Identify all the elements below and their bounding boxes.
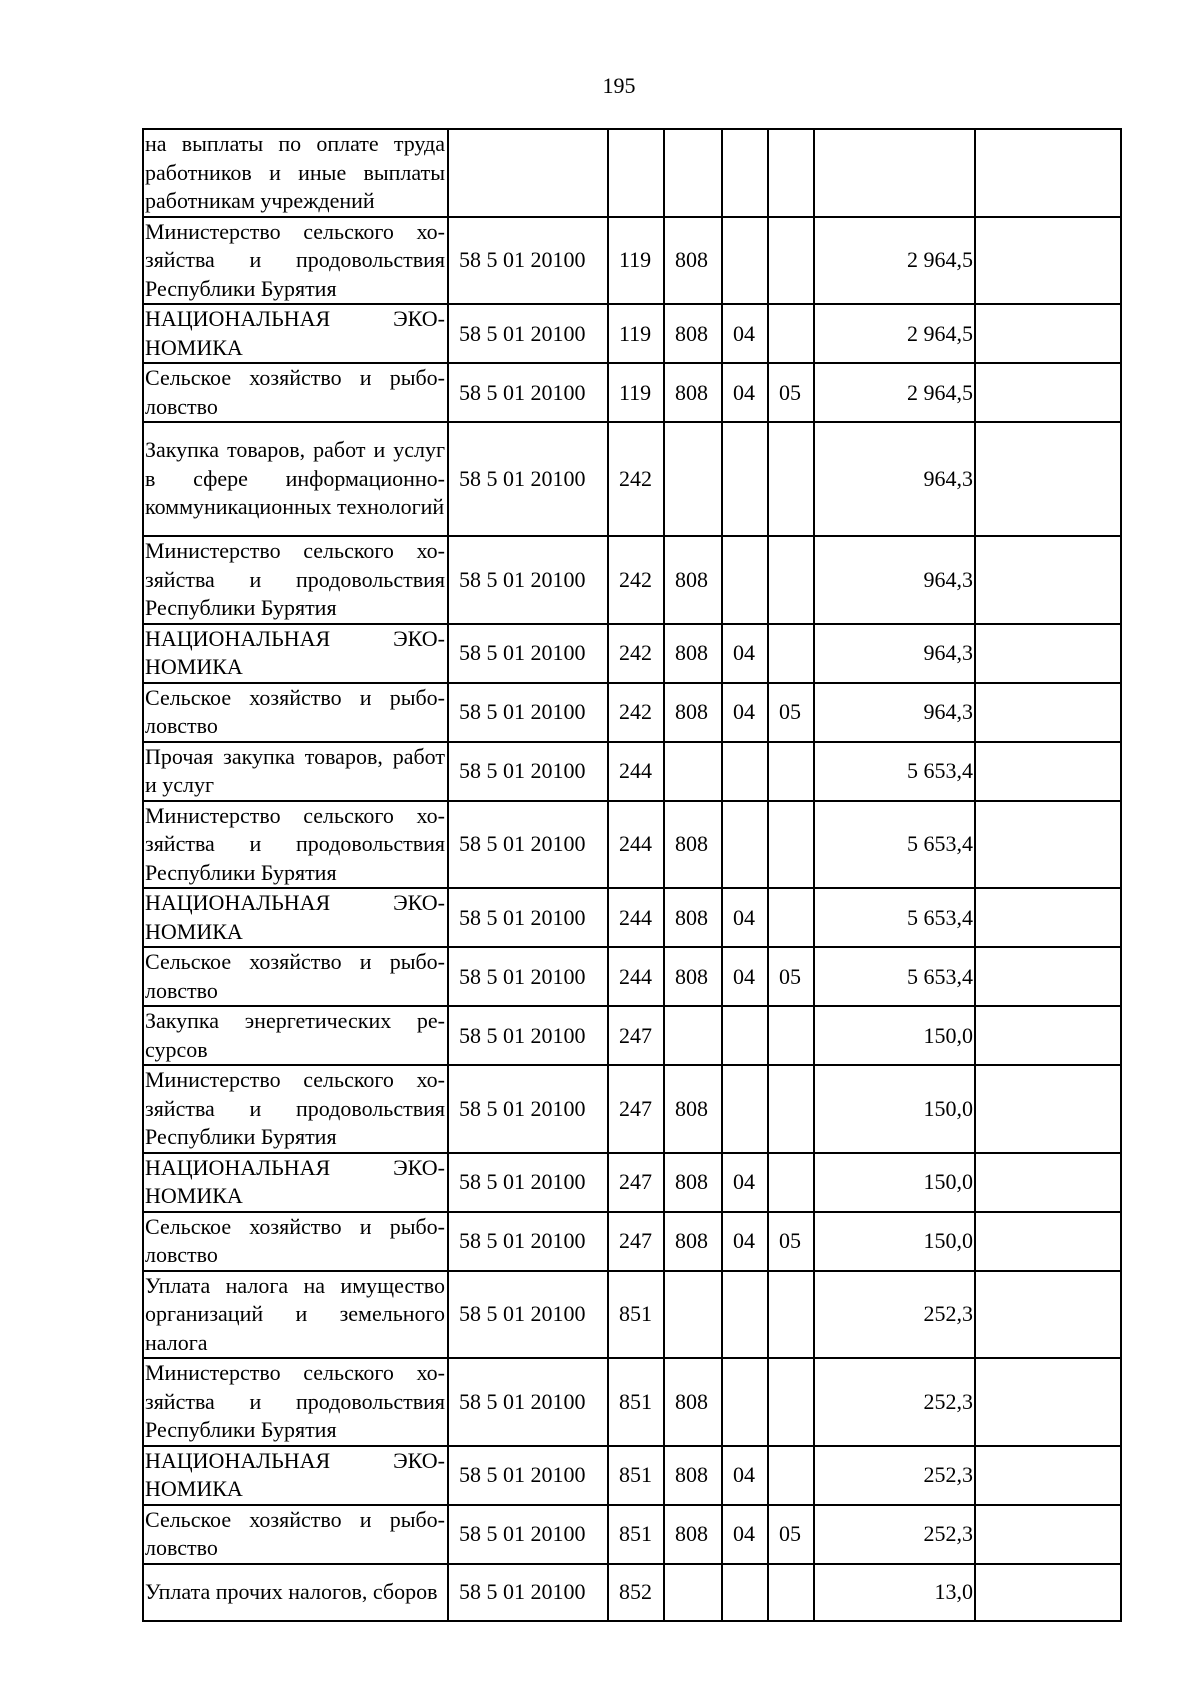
row-amount: 150,0 xyxy=(814,1006,975,1065)
row-extra xyxy=(975,1564,1121,1621)
row-extra xyxy=(975,888,1121,947)
row-description: НАЦИОНАЛЬНАЯ ЭКОНОМИКА xyxy=(143,624,448,683)
row-amount: 5 653,4 xyxy=(814,947,975,1006)
row-section xyxy=(722,1564,768,1621)
row-amount: 5 653,4 xyxy=(814,801,975,889)
table-row xyxy=(143,624,1121,683)
row-target-code: 58 5 01 20100 xyxy=(448,363,608,422)
row-description: Министерство сельского хозяйства и продовольствия Республики Бурятия xyxy=(143,801,448,889)
row-target-code: 58 5 01 20100 xyxy=(448,683,608,742)
row-section: 04 xyxy=(722,624,768,683)
row-expense-type: 244 xyxy=(608,801,664,889)
row-ministry-code: 808 xyxy=(664,536,722,624)
row-amount: 150,0 xyxy=(814,1212,975,1271)
row-section xyxy=(722,801,768,889)
row-amount: 964,3 xyxy=(814,683,975,742)
row-subsection xyxy=(768,742,814,801)
row-section: 04 xyxy=(722,947,768,1006)
row-section xyxy=(722,217,768,305)
row-target-code: 58 5 01 20100 xyxy=(448,1358,608,1446)
row-ministry-code xyxy=(664,129,722,217)
table-row xyxy=(143,129,1121,217)
row-subsection xyxy=(768,801,814,889)
row-expense-type: 119 xyxy=(608,363,664,422)
row-extra xyxy=(975,624,1121,683)
row-expense-type: 851 xyxy=(608,1271,664,1359)
row-extra xyxy=(975,304,1121,363)
row-target-code: 58 5 01 20100 xyxy=(448,1505,608,1564)
row-ministry-code: 808 xyxy=(664,888,722,947)
row-ministry-code: 808 xyxy=(664,217,722,305)
row-subsection xyxy=(768,1006,814,1065)
table-row xyxy=(143,947,1121,1006)
row-ministry-code: 808 xyxy=(664,1505,722,1564)
row-description: НАЦИОНАЛЬНАЯ ЭКОНОМИКА xyxy=(143,1153,448,1212)
row-expense-type: 242 xyxy=(608,536,664,624)
row-description: Уплата прочих налогов, сборов xyxy=(143,1564,448,1621)
row-section xyxy=(722,1271,768,1359)
row-section: 04 xyxy=(722,1505,768,1564)
table-row xyxy=(143,422,1121,536)
row-subsection: 05 xyxy=(768,1212,814,1271)
row-amount: 2 964,5 xyxy=(814,217,975,305)
row-ministry-code: 808 xyxy=(664,1153,722,1212)
row-section xyxy=(722,129,768,217)
table-row xyxy=(143,888,1121,947)
budget-table xyxy=(142,128,1122,1622)
row-section: 04 xyxy=(722,1153,768,1212)
row-amount: 252,3 xyxy=(814,1358,975,1446)
table-row xyxy=(143,1564,1121,1621)
row-subsection xyxy=(768,1446,814,1505)
row-extra xyxy=(975,536,1121,624)
row-extra xyxy=(975,363,1121,422)
row-section: 04 xyxy=(722,1212,768,1271)
row-ministry-code xyxy=(664,1271,722,1359)
row-expense-type: 242 xyxy=(608,422,664,536)
row-extra xyxy=(975,1006,1121,1065)
row-target-code: 58 5 01 20100 xyxy=(448,1212,608,1271)
row-expense-type: 852 xyxy=(608,1564,664,1621)
row-subsection xyxy=(768,1153,814,1212)
row-description: Уплата налога на имущество организаций и земельного налога xyxy=(143,1271,448,1359)
row-target-code: 58 5 01 20100 xyxy=(448,888,608,947)
row-expense-type: 247 xyxy=(608,1212,664,1271)
row-ministry-code xyxy=(664,422,722,536)
table-body xyxy=(143,129,1121,1621)
row-amount: 252,3 xyxy=(814,1505,975,1564)
row-expense-type: 247 xyxy=(608,1065,664,1153)
row-amount: 150,0 xyxy=(814,1065,975,1153)
row-ministry-code: 808 xyxy=(664,624,722,683)
row-ministry-code xyxy=(664,1564,722,1621)
row-subsection xyxy=(768,624,814,683)
row-expense-type: 244 xyxy=(608,947,664,1006)
row-extra xyxy=(975,801,1121,889)
row-target-code: 58 5 01 20100 xyxy=(448,947,608,1006)
row-target-code xyxy=(448,129,608,217)
row-ministry-code xyxy=(664,742,722,801)
row-ministry-code: 808 xyxy=(664,1065,722,1153)
row-description: Закупка энергетических ресурсов xyxy=(143,1006,448,1065)
table-row xyxy=(143,1006,1121,1065)
row-description: НАЦИОНАЛЬНАЯ ЭКОНОМИКА xyxy=(143,888,448,947)
row-expense-type: 851 xyxy=(608,1505,664,1564)
row-description: Сельское хозяйство и рыболовство xyxy=(143,1212,448,1271)
row-extra xyxy=(975,1212,1121,1271)
row-subsection xyxy=(768,129,814,217)
row-target-code: 58 5 01 20100 xyxy=(448,1006,608,1065)
table-row xyxy=(143,217,1121,305)
row-extra xyxy=(975,422,1121,536)
row-expense-type: 851 xyxy=(608,1358,664,1446)
row-extra xyxy=(975,1153,1121,1212)
row-expense-type: 242 xyxy=(608,624,664,683)
row-ministry-code: 808 xyxy=(664,683,722,742)
row-expense-type: 242 xyxy=(608,683,664,742)
row-description: Министерство сельского хозяйства и продовольствия Республики Бурятия xyxy=(143,536,448,624)
row-description: на выплаты по оплате труда работников и иные выплаты работникам учреждений xyxy=(143,129,448,217)
row-ministry-code: 808 xyxy=(664,1446,722,1505)
row-description: Прочая закупка товаров, работ и услуг xyxy=(143,742,448,801)
table-row xyxy=(143,1212,1121,1271)
row-ministry-code: 808 xyxy=(664,304,722,363)
row-ministry-code xyxy=(664,1006,722,1065)
row-description: Сельское хозяйство и рыболовство xyxy=(143,1505,448,1564)
row-ministry-code: 808 xyxy=(664,801,722,889)
row-description: НАЦИОНАЛЬНАЯ ЭКОНОМИКА xyxy=(143,1446,448,1505)
row-amount: 252,3 xyxy=(814,1271,975,1359)
row-description: Сельское хозяйство и рыболовство xyxy=(143,363,448,422)
row-target-code: 58 5 01 20100 xyxy=(448,1564,608,1621)
row-description: Сельское хозяйство и рыболовство xyxy=(143,683,448,742)
row-amount: 252,3 xyxy=(814,1446,975,1505)
row-section xyxy=(722,742,768,801)
row-description: Министерство сельского хозяйства и продовольствия Республики Бурятия xyxy=(143,217,448,305)
row-amount: 964,3 xyxy=(814,536,975,624)
row-description: НАЦИОНАЛЬНАЯ ЭКОНОМИКА xyxy=(143,304,448,363)
row-expense-type xyxy=(608,129,664,217)
row-subsection: 05 xyxy=(768,363,814,422)
row-subsection xyxy=(768,1358,814,1446)
row-section: 04 xyxy=(722,304,768,363)
row-description: Министерство сельского хозяйства и продовольствия Республики Бурятия xyxy=(143,1065,448,1153)
row-target-code: 58 5 01 20100 xyxy=(448,536,608,624)
row-amount: 964,3 xyxy=(814,422,975,536)
row-target-code: 58 5 01 20100 xyxy=(448,1271,608,1359)
row-section xyxy=(722,1358,768,1446)
row-amount: 5 653,4 xyxy=(814,888,975,947)
row-amount: 150,0 xyxy=(814,1153,975,1212)
table-row xyxy=(143,801,1121,889)
row-expense-type: 244 xyxy=(608,888,664,947)
table-row xyxy=(143,1358,1121,1446)
row-target-code: 58 5 01 20100 xyxy=(448,217,608,305)
row-description: Сельское хозяйство и рыболовство xyxy=(143,947,448,1006)
row-subsection: 05 xyxy=(768,947,814,1006)
row-subsection: 05 xyxy=(768,683,814,742)
table-row xyxy=(143,1065,1121,1153)
row-subsection xyxy=(768,217,814,305)
table-row xyxy=(143,1505,1121,1564)
row-subsection xyxy=(768,1065,814,1153)
row-extra xyxy=(975,1505,1121,1564)
table-row xyxy=(143,1271,1121,1359)
row-extra xyxy=(975,742,1121,801)
row-extra xyxy=(975,1065,1121,1153)
row-expense-type: 247 xyxy=(608,1153,664,1212)
row-expense-type: 851 xyxy=(608,1446,664,1505)
row-extra xyxy=(975,947,1121,1006)
row-target-code: 58 5 01 20100 xyxy=(448,304,608,363)
row-amount: 2 964,5 xyxy=(814,304,975,363)
table-row xyxy=(143,536,1121,624)
row-amount: 5 653,4 xyxy=(814,742,975,801)
row-target-code: 58 5 01 20100 xyxy=(448,742,608,801)
row-amount: 13,0 xyxy=(814,1564,975,1621)
row-section: 04 xyxy=(722,683,768,742)
row-extra xyxy=(975,1446,1121,1505)
row-section xyxy=(722,536,768,624)
row-section: 04 xyxy=(722,1446,768,1505)
row-ministry-code: 808 xyxy=(664,947,722,1006)
row-extra xyxy=(975,683,1121,742)
row-subsection xyxy=(768,1271,814,1359)
row-extra xyxy=(975,217,1121,305)
row-subsection xyxy=(768,1564,814,1621)
row-section xyxy=(722,422,768,536)
table-row xyxy=(143,363,1121,422)
table-row xyxy=(143,683,1121,742)
row-ministry-code: 808 xyxy=(664,363,722,422)
table-row xyxy=(143,1153,1121,1212)
row-ministry-code: 808 xyxy=(664,1358,722,1446)
table-row xyxy=(143,1446,1121,1505)
row-extra xyxy=(975,1271,1121,1359)
row-section xyxy=(722,1065,768,1153)
row-subsection: 05 xyxy=(768,1505,814,1564)
row-section xyxy=(722,1006,768,1065)
row-subsection xyxy=(768,422,814,536)
row-target-code: 58 5 01 20100 xyxy=(448,1153,608,1212)
row-section: 04 xyxy=(722,888,768,947)
page-number: 195 xyxy=(602,73,636,98)
table-row xyxy=(143,304,1121,363)
row-ministry-code: 808 xyxy=(664,1212,722,1271)
row-target-code: 58 5 01 20100 xyxy=(448,1065,608,1153)
row-description: Министерство сельского хозяйства и продовольствия Республики Бурятия xyxy=(143,1358,448,1446)
row-description: Закупка товаров, работ и услуг в сфере информационно-коммуникационных технологий xyxy=(143,422,448,536)
row-subsection xyxy=(768,304,814,363)
row-expense-type: 244 xyxy=(608,742,664,801)
row-target-code: 58 5 01 20100 xyxy=(448,422,608,536)
row-amount: 964,3 xyxy=(814,624,975,683)
table-row xyxy=(143,742,1121,801)
row-expense-type: 119 xyxy=(608,304,664,363)
row-extra xyxy=(975,129,1121,217)
row-extra xyxy=(975,1358,1121,1446)
row-amount: 2 964,5 xyxy=(814,363,975,422)
row-expense-type: 247 xyxy=(608,1006,664,1065)
row-section: 04 xyxy=(722,363,768,422)
row-target-code: 58 5 01 20100 xyxy=(448,1446,608,1505)
row-target-code: 58 5 01 20100 xyxy=(448,801,608,889)
row-expense-type: 119 xyxy=(608,217,664,305)
row-subsection xyxy=(768,888,814,947)
row-amount xyxy=(814,129,975,217)
row-target-code: 58 5 01 20100 xyxy=(448,624,608,683)
row-subsection xyxy=(768,536,814,624)
